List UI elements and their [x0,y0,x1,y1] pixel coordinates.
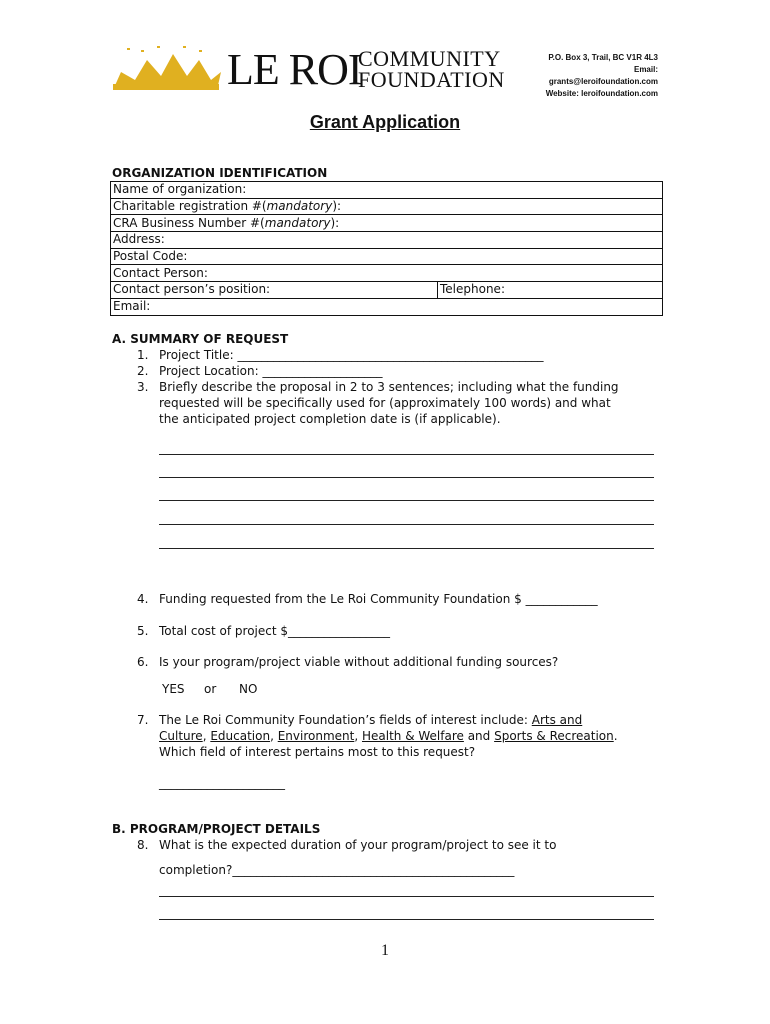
no-option[interactable]: NO [239,682,258,696]
cra-mandatory: mandatory [264,215,331,230]
postal-code-field[interactable]: Postal Code: [111,248,663,265]
charitable-reg-field[interactable] [111,198,663,215]
q8-question: What is the expected duration of your program/project to see it to [159,838,557,852]
org-name-field[interactable]: Name of organization: [111,182,663,199]
q6-question: Is your program/project viable without additional funding sources? [159,655,559,669]
section-a-heading: A. SUMMARY OF REQUEST [112,332,289,346]
q2-number: 2. [137,364,149,378]
field-arts: Arts and [531,713,583,727]
q8-answer-line[interactable] [159,896,654,897]
charitable-mandatory: mandatory [266,199,333,214]
q6-number: 6. [137,655,149,669]
email-label: Email: [633,65,658,74]
q8-number: 8. [137,838,149,852]
org-id-table [110,181,663,316]
q7-line-3: Which field of interest pertains most to this request? [159,745,476,759]
q7-intro: The Le Roi Community Foundation’s fields of interest include: [159,713,532,727]
q7-period: . [613,729,618,743]
charitable-suffix: ): [332,199,342,214]
cra-suffix: ): [330,215,340,230]
q3-line-3: the anticipated project completion date is (if applicable). [159,412,501,426]
q3-answer-line[interactable] [159,524,654,525]
contact-person-field[interactable]: Contact Person: [111,265,663,282]
q7-answer-blank[interactable]: _____________________ [159,776,285,790]
q8-answer-line[interactable] [159,919,654,920]
q3-line-1: Briefly describe the proposal in 2 to 3 sentences; including what the funding [159,380,619,394]
q5-total-cost[interactable]: Total cost of project $_________________ [159,624,391,638]
q7-line-2 [159,728,618,744]
q7-comma-2: , [270,729,278,743]
q3-answer-line[interactable] [159,500,654,501]
page-number: 1 [381,942,389,959]
q1-number: 1. [137,348,149,362]
charitable-label: Charitable registration #( [113,199,267,214]
logo-community: COMMUNITY [358,46,501,71]
field-health-welfare: Health & Welfare [361,729,464,743]
q4-funding-requested[interactable]: Funding requested from the Le Roi Community Foundation $ ____________ [159,592,598,606]
or-text: or [204,682,217,696]
q3-line-2: requested will be specifically used for (approximately 100 words) and what [159,396,611,410]
q2-project-location[interactable]: Project Location: ____________________ [159,364,383,378]
q1-project-title[interactable]: Project Title: ___________________________________________________ [159,348,544,362]
page-title: Grant Application [309,112,461,132]
q7-comma-1: , [202,729,211,743]
field-culture: Culture [159,729,203,743]
q4-number: 4. [137,592,149,606]
logo-foundation: FOUNDATION [358,67,505,92]
address-text: P.O. Box 3, Trail, BC V1R 4L3 [548,53,658,62]
q7-and: and [463,729,495,743]
q8-completion[interactable]: completion?_______________________________________________ [159,863,515,877]
q7-number: 7. [137,713,149,727]
q5-number: 5. [137,624,149,638]
q3-answer-line[interactable] [159,454,654,455]
contact-block [438,52,658,100]
crown-logo-icon [113,46,223,90]
q3-answer-line[interactable] [159,477,654,478]
cra-number-field[interactable] [111,215,663,232]
field-sports-recreation: Sports & Recreation [494,729,614,743]
org-id-heading: ORGANIZATION IDENTIFICATION [112,166,328,180]
address-field[interactable]: Address: [111,232,663,249]
q3-number: 3. [137,380,149,394]
q3-answer-line[interactable] [159,548,654,549]
field-education: Education [210,729,271,743]
section-b-heading: B. PROGRAM/PROJECT DETAILS [112,822,321,836]
email-link[interactable]: grants@leroifoundation.com [548,77,658,86]
yes-option[interactable]: YES [162,682,185,696]
telephone-field[interactable]: Telephone: [438,282,663,299]
logo [113,40,505,94]
q7-comma-3: , [354,729,362,743]
logo-le-roi: LE ROI [227,45,362,94]
contact-position-field[interactable]: Contact person’s position: [111,282,438,299]
q7-line-1 [159,712,582,728]
cra-label: CRA Business Number #( [113,215,265,230]
field-environment: Environment [277,729,355,743]
email-field[interactable]: Email: [111,298,663,315]
website-link[interactable]: Website: leroifoundation.com [545,89,658,98]
